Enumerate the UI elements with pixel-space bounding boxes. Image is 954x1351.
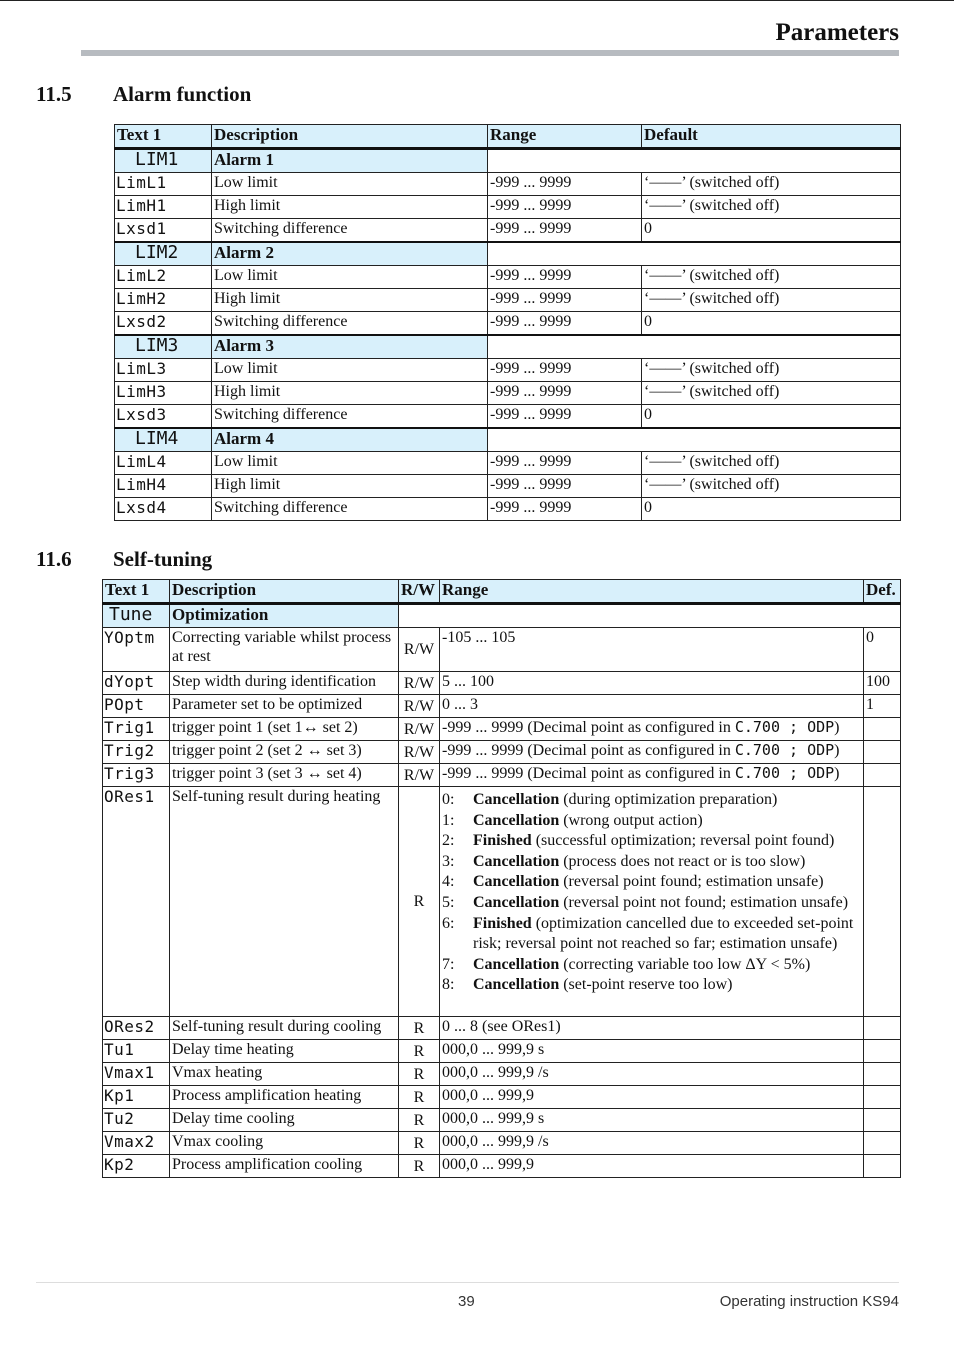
parameter-default: ‘——’ (switched off) <box>642 196 901 219</box>
parameter-description: Low limit <box>212 173 488 196</box>
parameter-code: Trig3 <box>103 764 170 787</box>
page-header-title: Parameters <box>775 19 899 46</box>
parameter-range: -999 ... 9999 (Decimal point as configured in C.700 ; ODP) <box>440 741 864 764</box>
parameter-range: -105 ... 105 <box>440 628 864 672</box>
parameter-range: -999 ... 9999 <box>488 475 642 498</box>
parameter-default: 0 <box>642 219 901 243</box>
parameter-description: High limit <box>212 382 488 405</box>
parameter-default <box>864 1155 901 1178</box>
parameter-range: -999 ... 9999 <box>488 405 642 429</box>
parameter-code: dYopt <box>103 672 170 695</box>
table-row <box>103 787 901 1017</box>
group-code: LIM4 <box>115 428 212 452</box>
column-header: Default <box>642 125 901 149</box>
group-label: Alarm 4 <box>212 428 488 452</box>
table-row <box>103 672 901 695</box>
table-header-row <box>103 580 901 604</box>
parameter-description: Delay time cooling <box>170 1109 399 1132</box>
table-row <box>103 1109 901 1132</box>
column-header: Text 1 <box>115 125 212 149</box>
parameter-default: ‘——’ (switched off) <box>642 173 901 196</box>
parameter-code: Kp1 <box>103 1086 170 1109</box>
parameter-default <box>864 1040 901 1063</box>
group-row <box>115 149 901 173</box>
section-number: 11.5 <box>36 82 72 106</box>
parameter-code: Tu2 <box>103 1109 170 1132</box>
parameter-access: R/W <box>399 764 440 787</box>
group-row <box>115 428 901 452</box>
parameter-description: trigger point 2 (set 2 ↔ set 3) <box>170 741 399 764</box>
parameter-default: 0 <box>642 405 901 429</box>
parameter-access: R <box>399 1109 440 1132</box>
column-header: Def. <box>864 580 901 604</box>
group-code: LIM1 <box>115 149 212 173</box>
parameter-range: -999 ... 9999 <box>488 382 642 405</box>
top-rule <box>0 0 954 1</box>
parameter-access: R <box>399 1132 440 1155</box>
parameter-description: Parameter set to be optimized <box>170 695 399 718</box>
parameter-description: Process amplification cooling <box>170 1155 399 1178</box>
parameter-code: Lxsd2 <box>115 312 212 336</box>
parameter-description: Switching difference <box>212 405 488 429</box>
parameter-code: Tu1 <box>103 1040 170 1063</box>
parameter-range: -999 ... 9999 <box>488 196 642 219</box>
parameter-code: Vmax1 <box>103 1063 170 1086</box>
parameter-default <box>864 1063 901 1086</box>
parameter-access: R/W <box>399 741 440 764</box>
header-bar <box>81 50 899 56</box>
parameter-description: Switching difference <box>212 219 488 243</box>
table-row <box>115 359 901 382</box>
column-header: Description <box>170 580 399 604</box>
parameter-description: trigger point 3 (set 3 ↔ set 4) <box>170 764 399 787</box>
parameter-access: R <box>399 1040 440 1063</box>
parameter-range: 000,0 ... 999,9 /s <box>440 1132 864 1155</box>
list-item: 6: Finished (optimization cancelled due to exceeded set-point risk; reversal point not reached so far; estimation unsafe) <box>442 914 854 953</box>
parameter-code: Vmax2 <box>103 1132 170 1155</box>
table-row <box>115 498 901 521</box>
parameter-code: Lxsd3 <box>115 405 212 429</box>
group-empty <box>399 604 901 628</box>
parameter-description: Step width during identification <box>170 672 399 695</box>
list-item: 2: Finished (successful optimization; reversal point found) <box>442 832 835 850</box>
parameter-range: -999 ... 9999 (Decimal point as configured in C.700 ; ODP) <box>440 718 864 741</box>
parameter-access: R <box>399 1155 440 1178</box>
parameter-range: -999 ... 9999 (Decimal point as configured in C.700 ; ODP) <box>440 764 864 787</box>
parameter-code: YOptm <box>103 628 170 672</box>
parameter-description: Self-tuning result during heating <box>170 787 399 1017</box>
lcd-code: C.700 ; ODP <box>734 764 835 782</box>
document-name: Operating instruction KS94 <box>719 1293 899 1310</box>
group-empty <box>488 428 901 452</box>
parameter-default: 0 <box>642 498 901 521</box>
parameter-code: Lxsd4 <box>115 498 212 521</box>
parameter-default <box>864 741 901 764</box>
list-item: 0: Cancellation (during optimization preparation) <box>442 791 778 808</box>
table-row <box>115 173 901 196</box>
section-number: 11.6 <box>36 547 72 571</box>
group-code: Tune <box>103 604 170 628</box>
table-row <box>103 741 901 764</box>
column-header: Description <box>212 125 488 149</box>
parameter-description: Delay time heating <box>170 1040 399 1063</box>
alarm-table <box>114 124 901 521</box>
parameter-code: Trig1 <box>103 718 170 741</box>
table-row <box>103 718 901 741</box>
table-row <box>115 475 901 498</box>
lcd-code: C.700 ; ODP <box>734 741 835 759</box>
parameter-code: LimH2 <box>115 289 212 312</box>
parameter-range: -999 ... 9999 <box>488 498 642 521</box>
table-row <box>103 1086 901 1109</box>
column-header: Range <box>440 580 864 604</box>
table-row <box>103 1063 901 1086</box>
parameter-code: Lxsd1 <box>115 219 212 243</box>
section-heading-tuning <box>36 547 212 572</box>
parameter-range: 5 ... 100 <box>440 672 864 695</box>
parameter-range: 0 ... 8 (see ORes1) <box>440 1017 864 1040</box>
parameter-description: High limit <box>212 289 488 312</box>
parameter-default: ‘——’ (switched off) <box>642 359 901 382</box>
parameter-default: ‘——’ (switched off) <box>642 382 901 405</box>
parameter-code: Trig2 <box>103 741 170 764</box>
parameter-range: -999 ... 9999 <box>488 266 642 289</box>
parameter-description: trigger point 1 (set 1↔ set 2) <box>170 718 399 741</box>
parameter-range: -999 ... 9999 <box>488 452 642 475</box>
parameter-range <box>440 787 864 1017</box>
parameter-default <box>864 787 901 1017</box>
parameter-range: 000,0 ... 999,9 /s <box>440 1063 864 1086</box>
group-empty <box>488 149 901 173</box>
column-header: Range <box>488 125 642 149</box>
parameter-description: Low limit <box>212 452 488 475</box>
group-empty <box>488 335 901 359</box>
parameter-access: R <box>399 1063 440 1086</box>
parameter-description: Process amplification heating <box>170 1086 399 1109</box>
parameter-default <box>864 718 901 741</box>
group-row <box>115 335 901 359</box>
table-row <box>115 196 901 219</box>
parameter-default <box>864 1132 901 1155</box>
parameter-default <box>864 1017 901 1040</box>
list-item: 8: Cancellation (set-point reserve too low) <box>442 976 733 994</box>
parameter-description: High limit <box>212 475 488 498</box>
parameter-code: LimL3 <box>115 359 212 382</box>
parameter-default: 100 <box>864 672 901 695</box>
self-tuning-table <box>102 579 901 1178</box>
table-row <box>103 1040 901 1063</box>
parameter-code: LimL4 <box>115 452 212 475</box>
list-item: 4: Cancellation (reversal point found; estimation unsafe) <box>442 873 824 891</box>
parameter-code: ORes1 <box>103 787 170 1017</box>
parameter-access: R <box>399 1086 440 1109</box>
parameter-access: R/W <box>399 628 440 672</box>
parameter-description: Self-tuning result during cooling <box>170 1017 399 1040</box>
list-item: 1: Cancellation (wrong output action) <box>442 811 703 829</box>
parameter-default: ‘——’ (switched off) <box>642 266 901 289</box>
parameter-access: R/W <box>399 718 440 741</box>
group-label: Alarm 2 <box>212 242 488 266</box>
table-row <box>115 312 901 336</box>
group-label: Alarm 1 <box>212 149 488 173</box>
table-row <box>103 1132 901 1155</box>
parameter-description: Low limit <box>212 359 488 382</box>
parameter-code: POpt <box>103 695 170 718</box>
parameter-default <box>864 1109 901 1132</box>
table-row <box>103 695 901 718</box>
parameter-access: R <box>399 787 440 1017</box>
group-code: LIM3 <box>115 335 212 359</box>
list-item: 3: Cancellation (process does not react or is too slow) <box>442 852 806 870</box>
column-header: Text 1 <box>103 580 170 604</box>
group-code: LIM2 <box>115 242 212 266</box>
parameter-description: High limit <box>212 196 488 219</box>
parameter-range: 000,0 ... 999,9 s <box>440 1040 864 1063</box>
parameter-code: LimL2 <box>115 266 212 289</box>
lcd-code: C.700 ; ODP <box>734 718 835 736</box>
parameter-default: ‘——’ (switched off) <box>642 452 901 475</box>
group-label: Optimization <box>170 604 399 628</box>
section-title: Alarm function <box>113 82 252 106</box>
table-header-row <box>115 125 901 149</box>
parameter-range: 000,0 ... 999,9 <box>440 1155 864 1178</box>
section-heading-alarm <box>36 82 251 107</box>
parameter-description: Switching difference <box>212 312 488 336</box>
page-number: 39 <box>458 1293 475 1310</box>
parameter-range: -999 ... 9999 <box>488 312 642 336</box>
table-row <box>115 219 901 243</box>
table-row <box>103 1155 901 1178</box>
section-title: Self-tuning <box>113 547 213 571</box>
parameter-description: Correcting variable whilst process at rest <box>170 628 399 672</box>
parameter-range: 000,0 ... 999,9 s <box>440 1109 864 1132</box>
parameter-default: ‘——’ (switched off) <box>642 289 901 312</box>
parameter-code: ORes2 <box>103 1017 170 1040</box>
parameter-code: LimH4 <box>115 475 212 498</box>
table-row <box>103 628 901 672</box>
table-row <box>103 764 901 787</box>
parameter-code: Kp2 <box>103 1155 170 1178</box>
group-label: Alarm 3 <box>212 335 488 359</box>
parameter-description: Vmax cooling <box>170 1132 399 1155</box>
table-row <box>115 266 901 289</box>
parameter-default <box>864 764 901 787</box>
parameter-code: LimH3 <box>115 382 212 405</box>
parameter-default: 1 <box>864 695 901 718</box>
list-item: 7: Cancellation (correcting variable too low ΔY < 5%) <box>442 955 811 973</box>
parameter-default: 0 <box>642 312 901 336</box>
parameter-default <box>864 1086 901 1109</box>
parameter-range: -999 ... 9999 <box>488 289 642 312</box>
parameter-access: R/W <box>399 672 440 695</box>
result-list <box>442 790 861 996</box>
parameter-range: -999 ... 9999 <box>488 359 642 382</box>
column-header: R/W <box>399 580 440 604</box>
parameter-code: LimL1 <box>115 173 212 196</box>
group-row <box>103 604 901 628</box>
table-row <box>115 452 901 475</box>
parameter-access: R <box>399 1017 440 1040</box>
parameter-range: 000,0 ... 999,9 <box>440 1086 864 1109</box>
parameter-description: Switching difference <box>212 498 488 521</box>
table-row <box>103 1017 901 1040</box>
group-row <box>115 242 901 266</box>
table-row <box>115 405 901 429</box>
table-row <box>115 289 901 312</box>
group-empty <box>488 242 901 266</box>
parameter-code: LimH1 <box>115 196 212 219</box>
parameter-range: 0 ... 3 <box>440 695 864 718</box>
parameter-description: Low limit <box>212 266 488 289</box>
parameter-default: ‘——’ (switched off) <box>642 475 901 498</box>
table-row <box>115 382 901 405</box>
parameter-default: 0 <box>864 628 901 672</box>
parameter-range: -999 ... 9999 <box>488 219 642 243</box>
parameter-description: Vmax heating <box>170 1063 399 1086</box>
footer-rule <box>36 1282 899 1283</box>
list-item: 5: Cancellation (reversal point not found; estimation unsafe) <box>442 893 849 911</box>
parameter-access: R/W <box>399 695 440 718</box>
parameter-range: -999 ... 9999 <box>488 173 642 196</box>
